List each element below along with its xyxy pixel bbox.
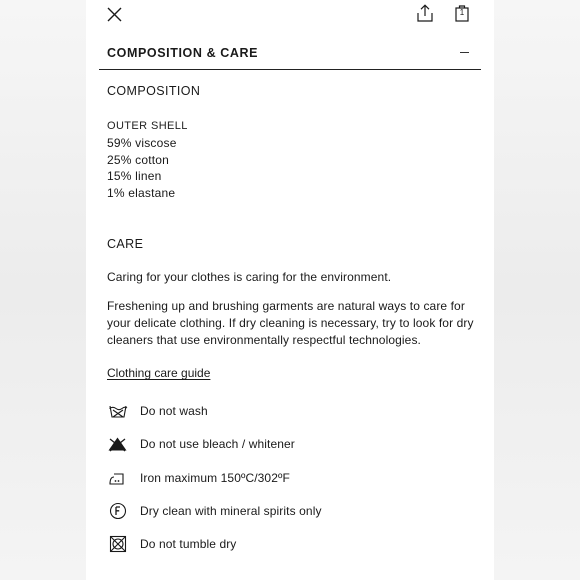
care-instruction-text: Do not use bleach / whitener xyxy=(140,437,295,452)
care-instruction-text: Do not wash xyxy=(140,403,208,418)
top-bar xyxy=(86,0,494,30)
care-instruction-item xyxy=(107,428,482,461)
care-instruction-text: Iron maximum 150ºC/302ºF xyxy=(140,470,290,485)
minus-icon[interactable] xyxy=(460,52,469,53)
care-paragraph-2: Freshening up and brushing garments are natural ways to care for your delicate clothing. If dry cleaning is necessary, try to look for dry cleaners that use environmentally respectful technologies. xyxy=(107,299,474,347)
share-button[interactable] xyxy=(415,2,435,24)
iron-icon xyxy=(107,468,128,488)
do-not-wash-icon xyxy=(107,401,128,421)
care-instruction-item xyxy=(107,394,482,427)
care-instruction-item xyxy=(107,494,482,527)
close-icon xyxy=(107,7,122,22)
composition-care-panel xyxy=(86,0,494,580)
care-instruction-text: Do not tumble dry xyxy=(140,537,237,552)
material-item: 1% elastane xyxy=(107,186,176,201)
shopping-bag-button[interactable] xyxy=(453,3,471,23)
close-button[interactable] xyxy=(104,4,124,24)
material-item: 25% cotton xyxy=(107,152,170,167)
material-label: OUTER SHELL xyxy=(107,120,188,132)
composition-title: COMPOSITION xyxy=(107,84,201,98)
material-item: 59% viscose xyxy=(107,136,177,150)
do-not-tumble-dry-icon xyxy=(107,534,128,554)
dry-clean-f-icon xyxy=(107,501,128,521)
care-instruction-item xyxy=(107,461,482,494)
clothing-care-guide-link[interactable]: Clothing care guide xyxy=(107,366,211,381)
care-paragraph-1: Caring for your clothes is caring for the environment. xyxy=(107,269,392,284)
section-content xyxy=(107,82,482,561)
background-right xyxy=(494,0,580,580)
material-item: 15% linen xyxy=(107,169,162,184)
care-title: CARE xyxy=(107,236,144,251)
share-icon xyxy=(417,4,433,22)
care-instructions-list xyxy=(107,394,482,561)
composition-care-header[interactable] xyxy=(99,38,481,70)
section-title: COMPOSITION & CARE xyxy=(107,45,259,60)
do-not-bleach-icon xyxy=(107,434,128,454)
care-instruction-text: Dry clean with mineral spirits only xyxy=(140,504,322,519)
material-list xyxy=(107,135,482,202)
background-left xyxy=(0,0,86,580)
bag-count-badge: 1 xyxy=(459,8,465,17)
care-instruction-item xyxy=(107,528,482,561)
